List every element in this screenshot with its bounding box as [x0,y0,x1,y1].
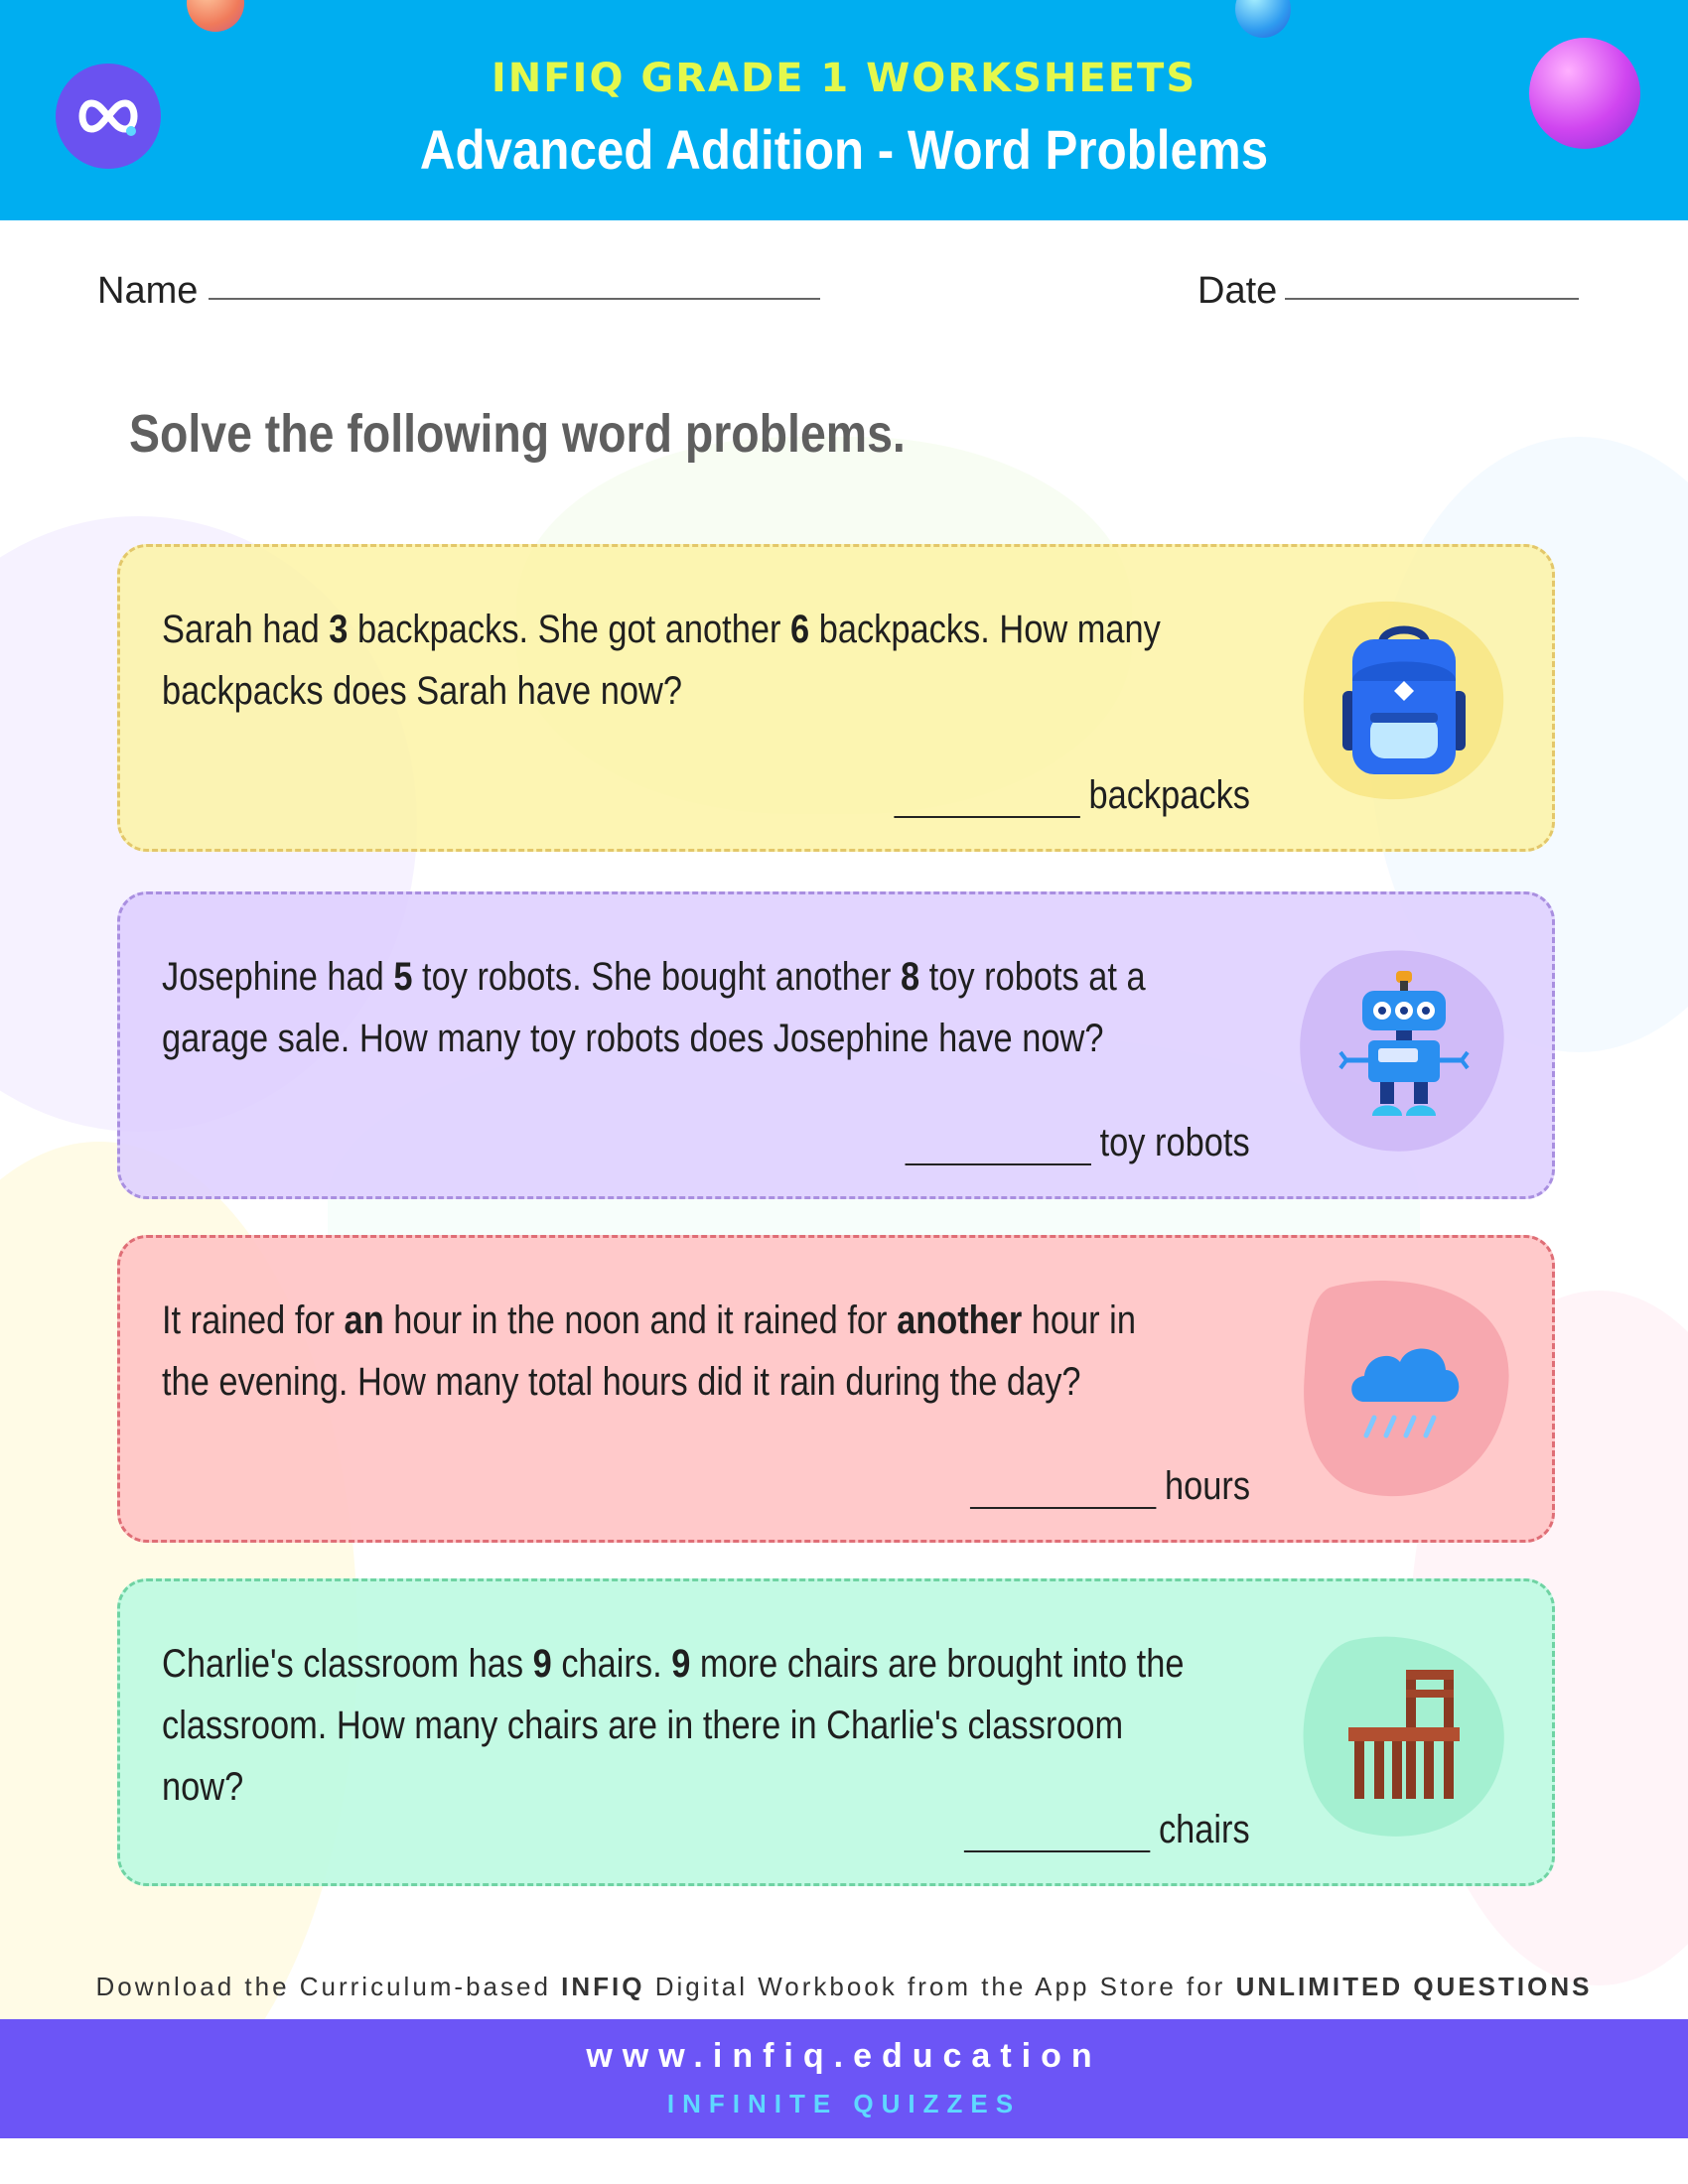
worksheet-series: INFIQ GRADE 1 WORKSHEETS [491,56,1197,101]
answer-unit: toy robots [1099,1121,1250,1164]
name-field[interactable] [209,298,820,300]
answer-row [906,1121,1250,1165]
date-label: Date [1197,270,1278,312]
robot-icon [1280,924,1528,1172]
website-link[interactable]: www.infiq.education [586,2037,1102,2075]
answer-row [964,1808,1250,1852]
date-field[interactable] [1285,298,1579,300]
footer-bar [0,2019,1688,2138]
instructions-heading: Solve the following word problems. [129,404,906,464]
worksheet-header [0,0,1688,220]
app-store-promo: Download the Curriculum-based INFIQ Digital Workbook from the App Store for UNLIMITED QUESTIONS [95,1972,1593,2001]
rain-cloud-icon [1280,1268,1528,1516]
answer-row [970,1464,1250,1509]
answer-blank[interactable] [894,778,1079,818]
problem-card-toy-robots [117,891,1555,1199]
problem-text: It rained for an hour in the noon and it rained for another hour in the evening. How many total hours did it rain during the day? [162,1298,1136,1404]
problem-text: Charlie's classroom has 9 chairs. 9 more chairs are brought into the classroom. How many chairs are in there in Charlie's classroom now? [162,1642,1185,1809]
worksheet-title: Advanced Addition - Word Problems [419,118,1269,181]
problem-card-chairs [117,1578,1555,1886]
answer-blank[interactable] [964,1813,1150,1852]
decorative-ball-blue [1235,0,1291,38]
answer-unit: backpacks [1088,773,1250,817]
problem-text: Josephine had 5 toy robots. She bought another 8 toy robots at a garage sale. How many toy robots does Josephine have now? [162,955,1146,1060]
decorative-ball-orange [187,0,244,32]
backpack-icon [1280,577,1528,825]
answer-blank[interactable] [906,1126,1091,1165]
problem-card-backpacks [117,544,1555,852]
answer-unit: hours [1164,1464,1250,1508]
problem-card-rain-hours [117,1235,1555,1543]
footer-tagline: INFINITE QUIZZES [666,2089,1022,2118]
answer-unit: chairs [1159,1808,1250,1851]
answer-row [894,773,1250,818]
name-label: Name [97,270,199,312]
chair-icon [1280,1611,1528,1859]
answer-blank[interactable] [970,1469,1156,1509]
problem-text: Sarah had 3 backpacks. She got another 6 backpacks. How many backpacks does Sarah have now? [162,608,1161,713]
